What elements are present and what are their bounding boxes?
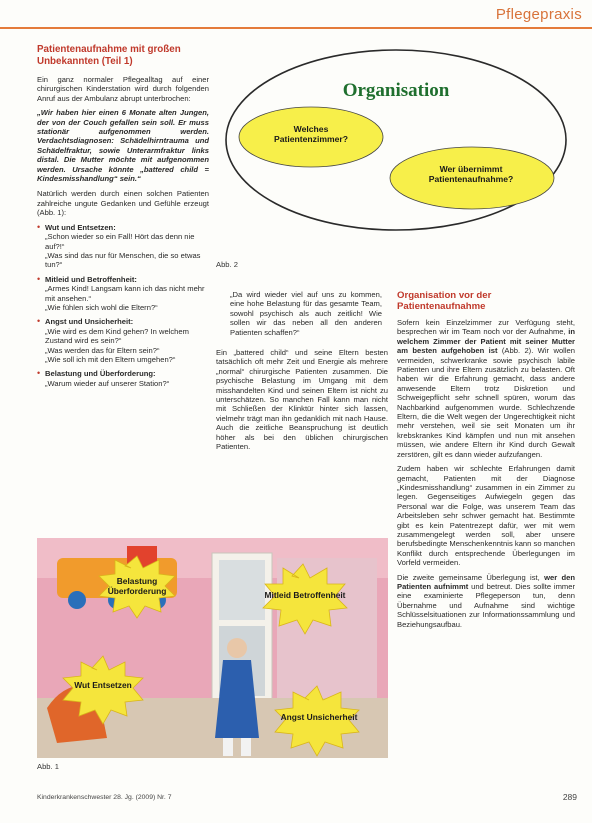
- list-item-line: „Armes Kind! Langsam kann ich das nicht mehr mit ansehen.“: [45, 284, 205, 303]
- burst-4-label: Angst Unsicherheit: [280, 712, 358, 722]
- list-item-title: • Mitleid und Betroffenheit:: [45, 274, 137, 284]
- experience-paragraph: Zudem haben wir schlechte Erfahrungen damit gemacht, Patienten mit der Diagnose „Kindesmisshandlung“ zusammen in ein Zimmer zu legen. Gegenseitiges Aufwiegeln gegen das Personal war die Folge, was unserem Team das Arbeitsleben sehr schwer gemacht hat. Bestimmte gibt es kein Patentrezept dafür, wer mit wem zusammengelegt werden soll, aber unsere berufsbedingte Menschenkenntnis kann so manchen Konflikt durch entsprechende Überlegungen im Vorfeld vermeiden.: [397, 464, 575, 568]
- figure-1-caption: Abb. 1: [37, 762, 59, 771]
- list-item-title: • Angst und Unsicherheit:: [45, 317, 134, 327]
- ward-photo: [37, 538, 388, 758]
- figure-2-caption: Abb. 2: [216, 260, 238, 269]
- room-paragraph: [397, 318, 575, 459]
- admission-text-bold: wer den Patienten aufnimmt: [397, 572, 575, 591]
- article-column-1: [37, 44, 209, 393]
- feelings-paragraph: Natürlich werden durch einen solchen Patienten zahlreiche ungute Gedanken und Gefühle erzeugt (Abb. 1):: [37, 189, 209, 218]
- list-item-title: • Wut und Entsetzen:: [45, 222, 116, 232]
- burst-2-label: Mitleid Betroffenheit: [264, 590, 346, 600]
- room-text-a: Sofern kein Einzelzimmer zur Verfügung steht, besprechen wir im Team noch vor der Aufnahme,: [397, 318, 575, 337]
- organisation-diagram: [216, 40, 576, 269]
- bubble-admission-label: Wer übernimmt Patientenaufnahme?: [428, 164, 514, 184]
- section-heading: Organisation vor der Patientenaufnahme: [397, 290, 492, 312]
- page-number: 289: [562, 792, 577, 802]
- bubble-room-label: Welches Patientenzimmer?: [273, 124, 349, 144]
- admission-text-c: und betreut. Dies sollte immer eine examinierte Pflegeperson tun, denn Übernahme und Aufnahme sind wichtige Schlüsselsituationen zur Informationssammlung und Beziehungsaufbau.: [397, 581, 576, 629]
- list-item-line: „Wie fühlen sich wohl die Eltern?“: [45, 302, 158, 312]
- article-column-2: [216, 290, 388, 457]
- article-column-3: [397, 290, 575, 634]
- list-item-line: „Schon wieder so ein Fall! Hört das denn nie auf?!“: [45, 232, 195, 251]
- section-title: Pflegepraxis: [495, 6, 582, 23]
- burst-1-label: Belastung Überforderung: [107, 576, 167, 596]
- list-item-line: „Wie wird es dem Kind gehen? In welchem Zustand wird es sein?“: [45, 326, 189, 346]
- room-text-bold: in welchem Zimmer der Patient mit seiner Mutter am besten aufgehoben ist: [397, 327, 575, 356]
- list-item-line: „Was werden das für Eltern sein?“: [45, 345, 160, 355]
- list-item-title: • Belastung und Überforderung:: [45, 369, 156, 379]
- article-title: Patientenaufnahme mit großen Unbekannten (Teil 1): [37, 44, 181, 67]
- list-item: [37, 369, 209, 388]
- organisation-diagram-shapes: [216, 40, 576, 258]
- feelings-list: [37, 223, 209, 389]
- journal-citation: Kinderkrankenschwester 28. Jg. (2009) Nr. 7: [37, 794, 172, 801]
- admission-text-a: Die zweite gemeinsame Überlegung ist,: [397, 572, 545, 582]
- admission-paragraph: [397, 573, 575, 629]
- list-item: [37, 223, 209, 270]
- list-item: [37, 317, 209, 364]
- room-text-c: (Abb. 2). Wir wollen vermeiden, schwerkranke sowie psychisch labile Patienten und ihre Eltern zusätzlich zu belasten. Oft haben wir die Erfahrung gemacht, dass andere anwesende Eltern trotz Diskretion und Schweigepflicht sehr schnell spüren, worum das Nachbarkind aufgenommen wurde. Schlechzende Eltern, die die Welt wegen der Ungerechtigkeit nicht mehr verstehen, weil sie seit Monaten um ihr krebskrankes Kind kämpfen und nun mit ansehen müssen, wie andere Eltern ihr Kind durch Gewalt zerstören, gilt es dann wieder aufzufangen.: [397, 346, 575, 459]
- list-item-line: „Warum wieder auf unserer Station?“: [45, 378, 170, 388]
- battered-child-paragraph: Ein „battered child“ und seine Eltern besten tatsächlich oft mehr Zeit und Energie als mehrere „normal“ chirurgische Patienten zusammen. Die psychische Belastung im Umgang mit dem misshandelten Kind und seinen Eltern ist nicht zu unterschätzen. So manchen Fall kann man nicht mit Schließen der Klinktür hinter sich lassen, vielmehr trägt man ihn gedanklich mit nach Hause. Auch die zeitliche Beanspruchung ist deutlich höher als bei den üblichen chirurgischen Patienten.: [216, 348, 388, 452]
- list-item: [37, 275, 209, 313]
- list-item-line: „Was sind das nur für Menschen, die so etwas tun?“: [45, 250, 201, 270]
- header-divider: [0, 27, 592, 29]
- burst-3-label: Wut Entsetzen: [74, 680, 132, 690]
- ward-photo-illustration: [37, 538, 388, 758]
- team-quote: „Da wird wieder viel auf uns zu kommen, eine hohe Belastung für das gesamte Team, sowohl psychisch als auch zeitlich! Wie sollen wir das neben all den anderen Patienten schaffen?“: [230, 290, 382, 337]
- page-header: [0, 0, 592, 28]
- intro-paragraph: Ein ganz normaler Pflegealltag auf einer chirurgischen Kinderstation wird durch folgenden Anruf aus der Ambulanz abrupt unterbrochen:: [37, 75, 209, 103]
- diagram-title: Organisation: [342, 80, 450, 101]
- ambulance-quote: „Wir haben hier einen 6 Monate alten Jungen, der von der Couch gefallen sein soll. Er muss stationär aufgenommen werden. Verdachtsdiagnosen: Schädelhirntrauma und Schädelfraktur, sowie Unterarmfraktur links distal. Die Mutter möchte mit aufgenommen werden. Ursache könnte „battered child = Kindesmisshandlung“ sein.“: [37, 108, 209, 184]
- list-item-line: „Wie soll ich mit den Eltern umgehen?“: [45, 354, 176, 364]
